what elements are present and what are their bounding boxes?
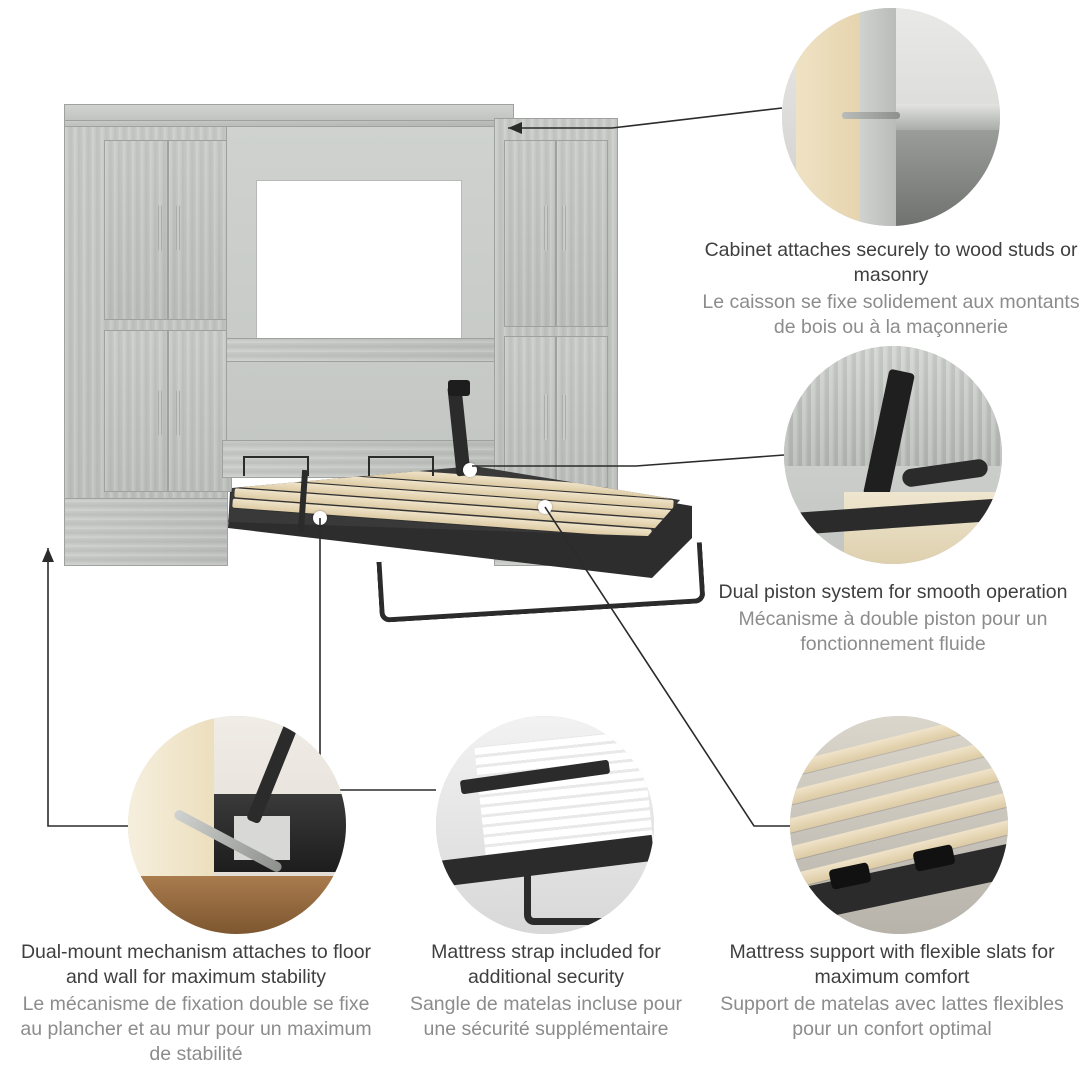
callout-mattress-support: [790, 716, 1008, 934]
callout-cabinet-attachment: [782, 8, 1000, 226]
caption-cabinet-attachment: [700, 238, 1080, 340]
caption-en: Dual piston system for smooth operation: [718, 581, 1068, 603]
caption-dual-piston: [714, 580, 1072, 657]
caption-fr: Mécanisme à double piston pour un fonctionnement fluide: [738, 607, 1048, 655]
right-upper-door-1: [504, 140, 556, 327]
bed-cavity-opening: [256, 180, 462, 340]
callout-dot-slats: [538, 500, 552, 514]
left-lower-handle-2: [176, 390, 180, 436]
left-upper-handle-1: [158, 205, 162, 251]
caption-dual-mount: [16, 940, 376, 1067]
callout-mattress-strap: [436, 716, 654, 934]
support-leg: [524, 866, 654, 925]
caption-en: Mattress strap included for additional security: [431, 941, 661, 988]
caption-fr: Sangle de matelas incluse pour une sécurité supplémentaire: [409, 992, 683, 1040]
left-upper-handle-2: [176, 205, 180, 251]
right-lower-handle-1: [544, 394, 548, 440]
left-lower-handle-1: [158, 390, 162, 436]
bed-support-leg: [376, 542, 705, 623]
interior-shadow: [896, 130, 1000, 226]
right-lower-door-1: [504, 336, 556, 488]
right-upper-handle-2: [562, 205, 566, 251]
floor-surface: [128, 876, 346, 934]
metal-bracket: [896, 104, 1000, 130]
caption-fr: Support de matelas avec lattes flexibles pour un confort optimal: [720, 992, 1064, 1040]
callout-dual-mount: [128, 716, 346, 934]
caption-fr: Le mécanisme de fixation double se fixe au plancher et au mur pour un maximum de stabilité: [20, 992, 372, 1065]
caption-en: Mattress support with flexible slats for maximum comfort: [729, 941, 1055, 988]
caption-fr: Le caisson se fixe solidement aux montants de bois ou à la maçonnerie: [702, 290, 1080, 338]
callout-dot-strap: [313, 511, 327, 525]
headboard-bracket-left: [243, 456, 309, 476]
caption-mattress-strap: [400, 940, 692, 1042]
caption-en: Cabinet attaches securely to wood studs or masonry: [704, 239, 1078, 286]
screw: [842, 112, 900, 119]
headboard-bracket-right: [368, 456, 434, 476]
cavity-shelf: [226, 338, 496, 362]
callout-dual-piston: [784, 346, 1002, 564]
right-upper-handle-1: [544, 205, 548, 251]
bed-piston-head: [448, 380, 470, 396]
caption-mattress-support: [712, 940, 1072, 1042]
callout-dot-piston: [463, 463, 477, 477]
right-lower-handle-2: [562, 394, 566, 440]
caption-en: Dual-mount mechanism attaches to floor and wall for maximum stability: [20, 941, 372, 988]
left-tower-base: [64, 498, 228, 566]
